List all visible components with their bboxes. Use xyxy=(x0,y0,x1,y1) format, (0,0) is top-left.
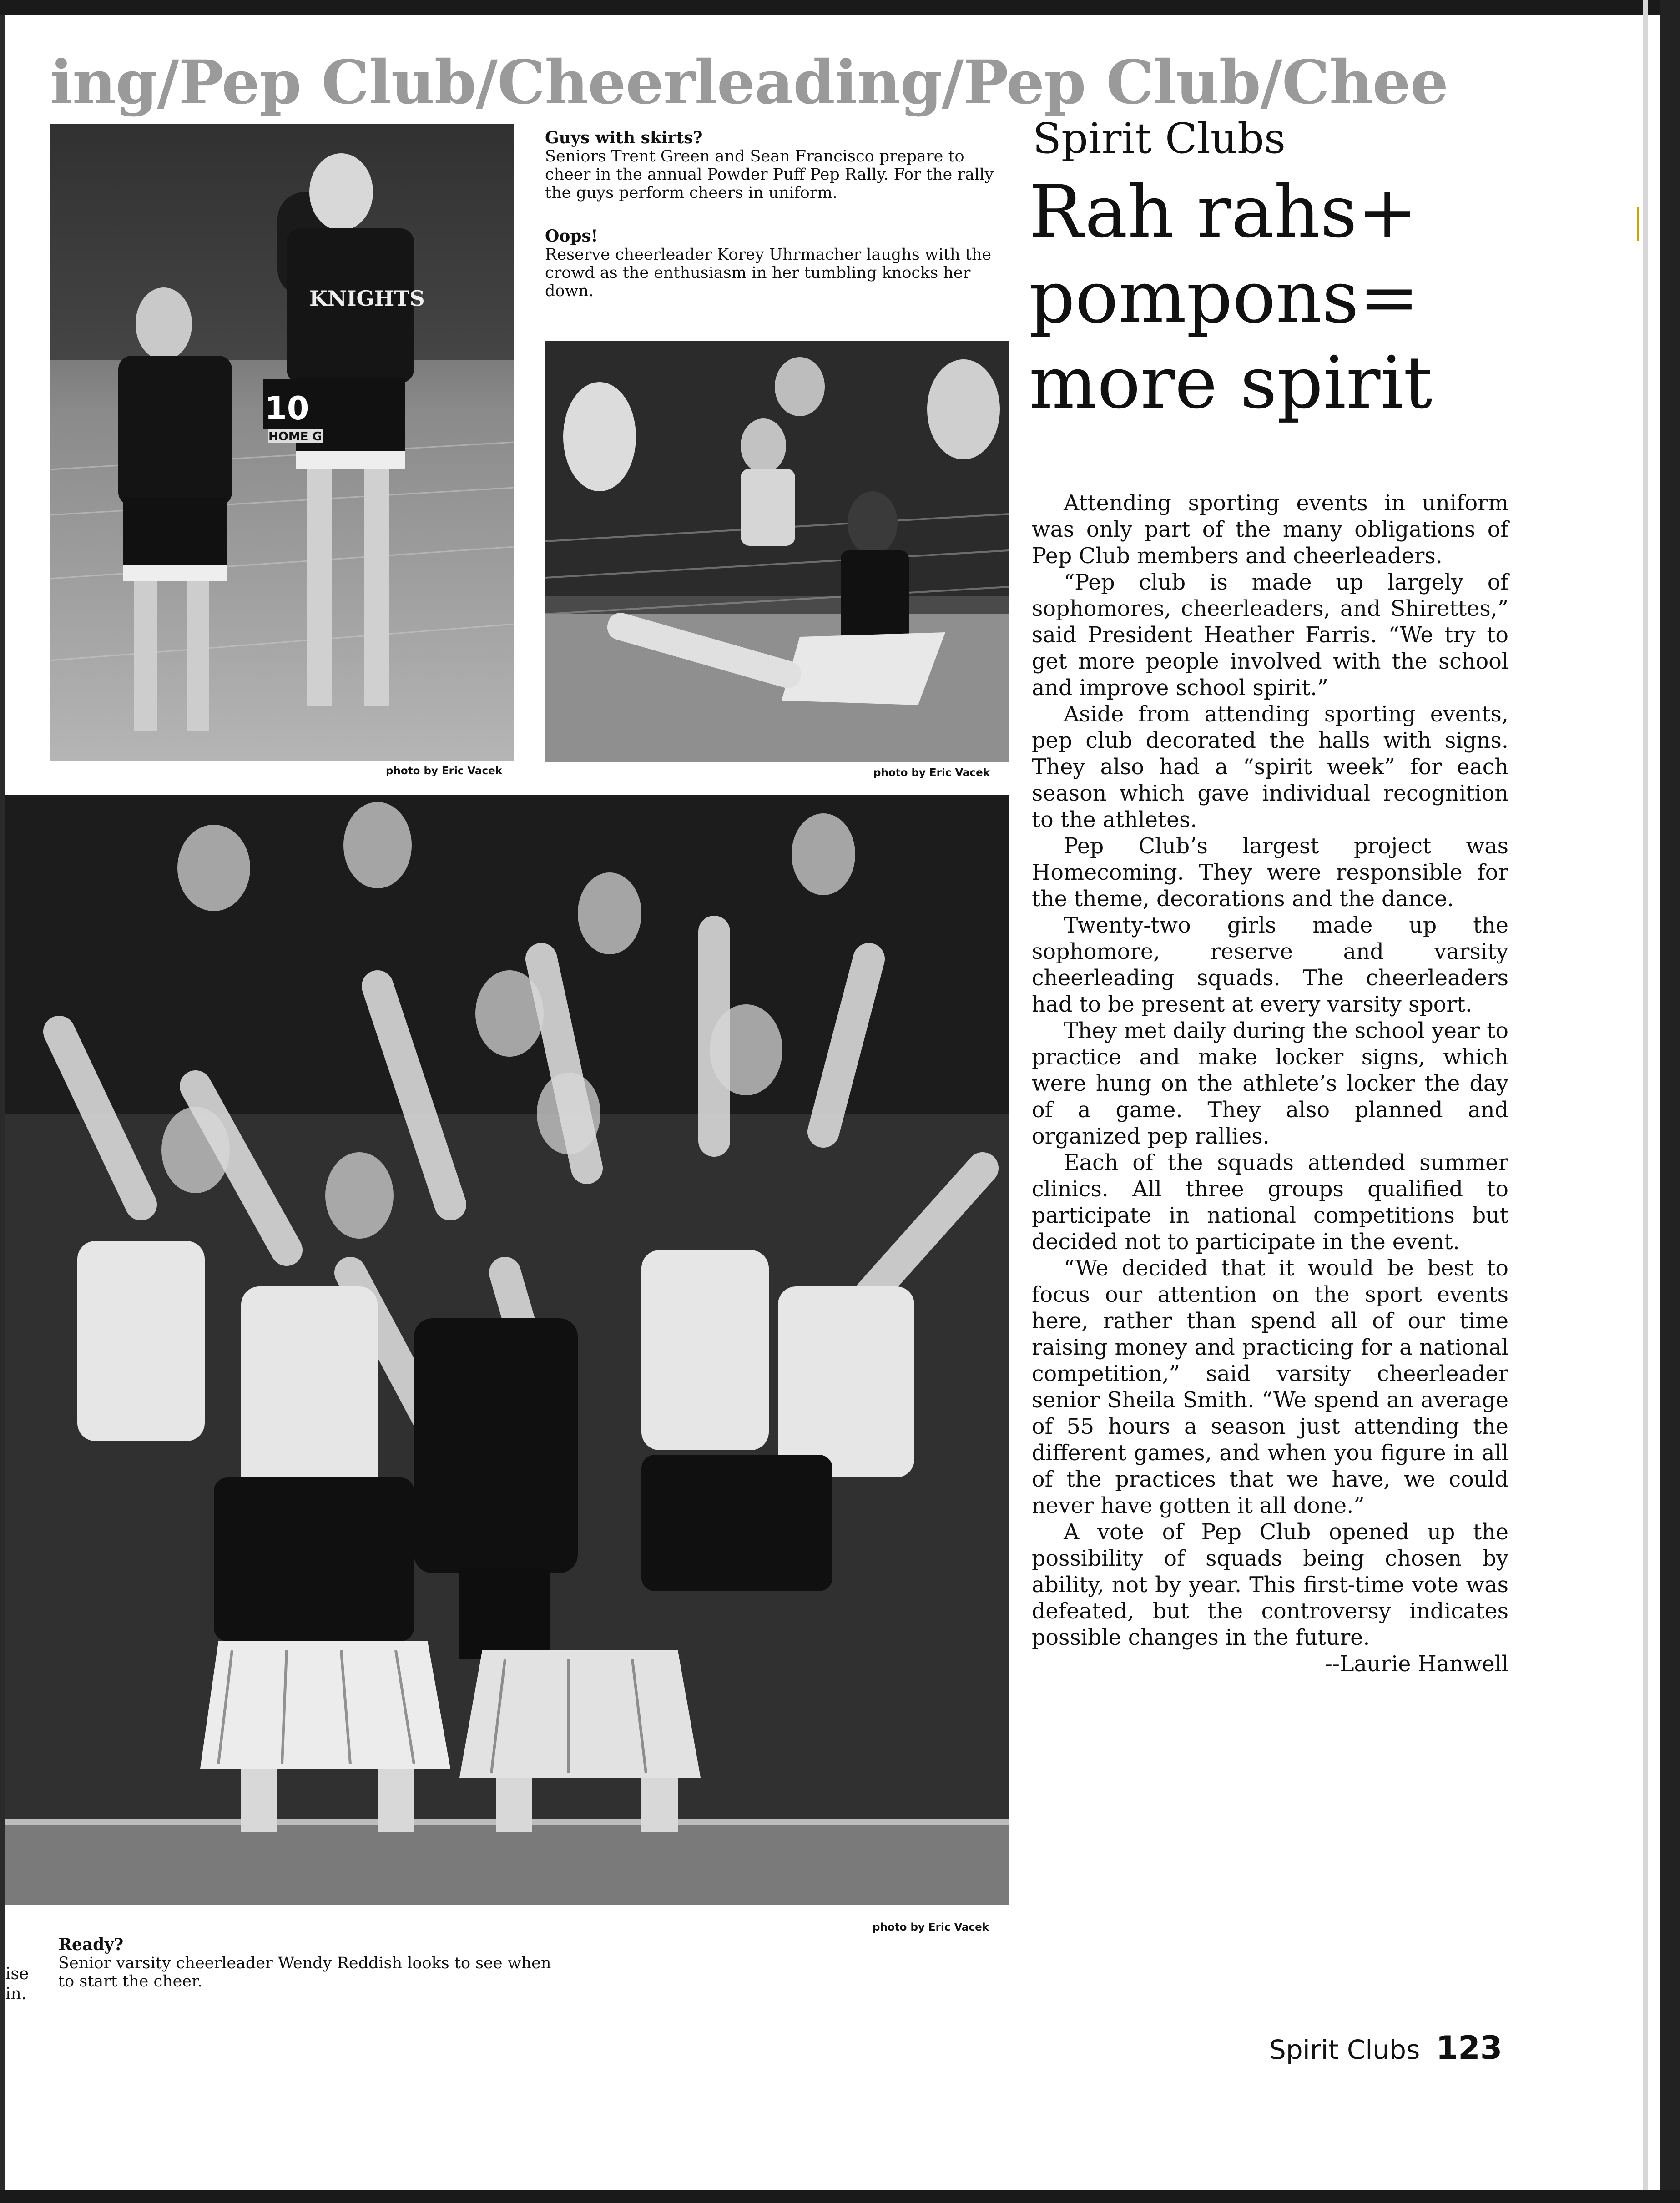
photo-oops xyxy=(545,341,1009,762)
headline-line: Rah rahs+ xyxy=(1029,170,1418,254)
photo-oops-image xyxy=(545,341,1009,762)
photo-guys-with-skirts xyxy=(50,124,514,761)
photo-ready-image xyxy=(5,795,1009,1905)
running-banner: ing/Pep Club/Cheerleading/Pep Club/Chee xyxy=(50,47,1448,118)
facing-page-edge-text: ise xyxy=(5,1965,29,1983)
scoreboard-number: 10 xyxy=(265,390,309,427)
headline-line: pompons= xyxy=(1029,256,1419,339)
article-paragraph: They met daily during the school year to practice and make locker signs, which were hung on the athlete’s locker the day of a game. They also planned and organized pep rallies. xyxy=(1032,1018,1508,1149)
article-paragraph: “We decided that it would be best to focus our attention on the sport events here, rather than spend all of our time raising money and practicing for a national competition,” said varsity cheerleader senior Sheila Smith. “We spend an average of 55 hours a season just attending the different games, and when you figure in all of the practices that we have, we could never have gotten it all done.” xyxy=(1032,1256,1508,1518)
photo-ready xyxy=(5,795,1009,1905)
page-folio xyxy=(1269,2030,1503,2068)
caption-heading: Ready? xyxy=(58,1935,124,1954)
article-paragraph: Pep Club’s largest project was Homecoming. They were responsible for the theme, decorations and the dance. xyxy=(1032,834,1508,912)
caption-ready xyxy=(58,1935,559,1991)
caption-heading: Oops! xyxy=(545,227,598,246)
photo-credit-skirts: photo by Eric Vacek xyxy=(386,765,503,777)
folio-section: Spirit Clubs xyxy=(1269,2034,1420,2065)
article-paragraph: Attending sporting events in uniform was only part of the many obligations of Pep Club members and cheerleaders. xyxy=(1032,491,1508,569)
caption-oops xyxy=(545,227,1014,300)
article-byline: --Laurie Hanwell xyxy=(1325,1652,1508,1677)
headline xyxy=(1029,169,1639,426)
headline-line: more spirit xyxy=(1029,341,1433,425)
caption-guys-with-skirts xyxy=(545,128,1014,202)
jersey-text: KNIGHTS xyxy=(309,286,425,311)
photo-credit-oops: photo by Eric Vacek xyxy=(873,767,990,779)
photo-guys-with-skirts-image xyxy=(50,124,514,761)
page-number: 123 xyxy=(1436,2029,1503,2067)
caption-heading: Guys with skirts? xyxy=(545,128,703,147)
caption-body: Seniors Trent Green and Sean Francisco prepare to cheer in the annual Powder Puff Pep Rally. For the rally the guys perform cheers in uniform. xyxy=(545,147,994,202)
caption-body: Reserve cheerleader Korey Uhrmacher laughs with the crowd as the enthusiasm in her tumbling knocks her down. xyxy=(545,246,992,300)
section-label: Spirit Clubs xyxy=(1033,114,1286,163)
article-paragraph: Twenty-two girls made up the sophomore, reserve and varsity cheerleading squads. The cheerleaders had to be present at every varsity sport. xyxy=(1032,913,1508,1017)
article-paragraph: A vote of Pep Club opened up the possibility of squads being chosen by ability, not by year. This first-time vote was defeated, but the controversy indicates possible changes in the future. xyxy=(1032,1520,1508,1650)
article-paragraph: “Pep club is made up largely of sophomores, cheerleaders, and Shirettes,” said President Heather Farris. “We try to get more people involved with the school and improve school spirit.” xyxy=(1032,570,1508,701)
article-paragraph: Aside from attending sporting events, pep club decorated the halls with signs. They also had a “spirit week” for each season which gave individual recognition to the athletes. xyxy=(1032,702,1508,832)
page-bottom-border xyxy=(0,2190,1680,2203)
page-left-border xyxy=(0,15,5,2190)
page-binding-strip xyxy=(1643,0,1648,2203)
page-top-border xyxy=(0,0,1680,15)
article-paragraph: Each of the squads attended summer clinics. All three groups qualified to participate in national competitions but decided not to participate in the event. xyxy=(1032,1150,1508,1255)
page-right-border xyxy=(1660,0,1680,2203)
article-body xyxy=(1032,490,1508,1678)
caption-body: Senior varsity cheerleader Wendy Reddish looks to see when to start the cheer. xyxy=(58,1954,551,1991)
facing-page-edge-text: in. xyxy=(5,1985,27,2003)
photo-credit-ready: photo by Eric Vacek xyxy=(873,1921,989,1933)
scoreboard-label: HOME GU xyxy=(268,430,332,444)
